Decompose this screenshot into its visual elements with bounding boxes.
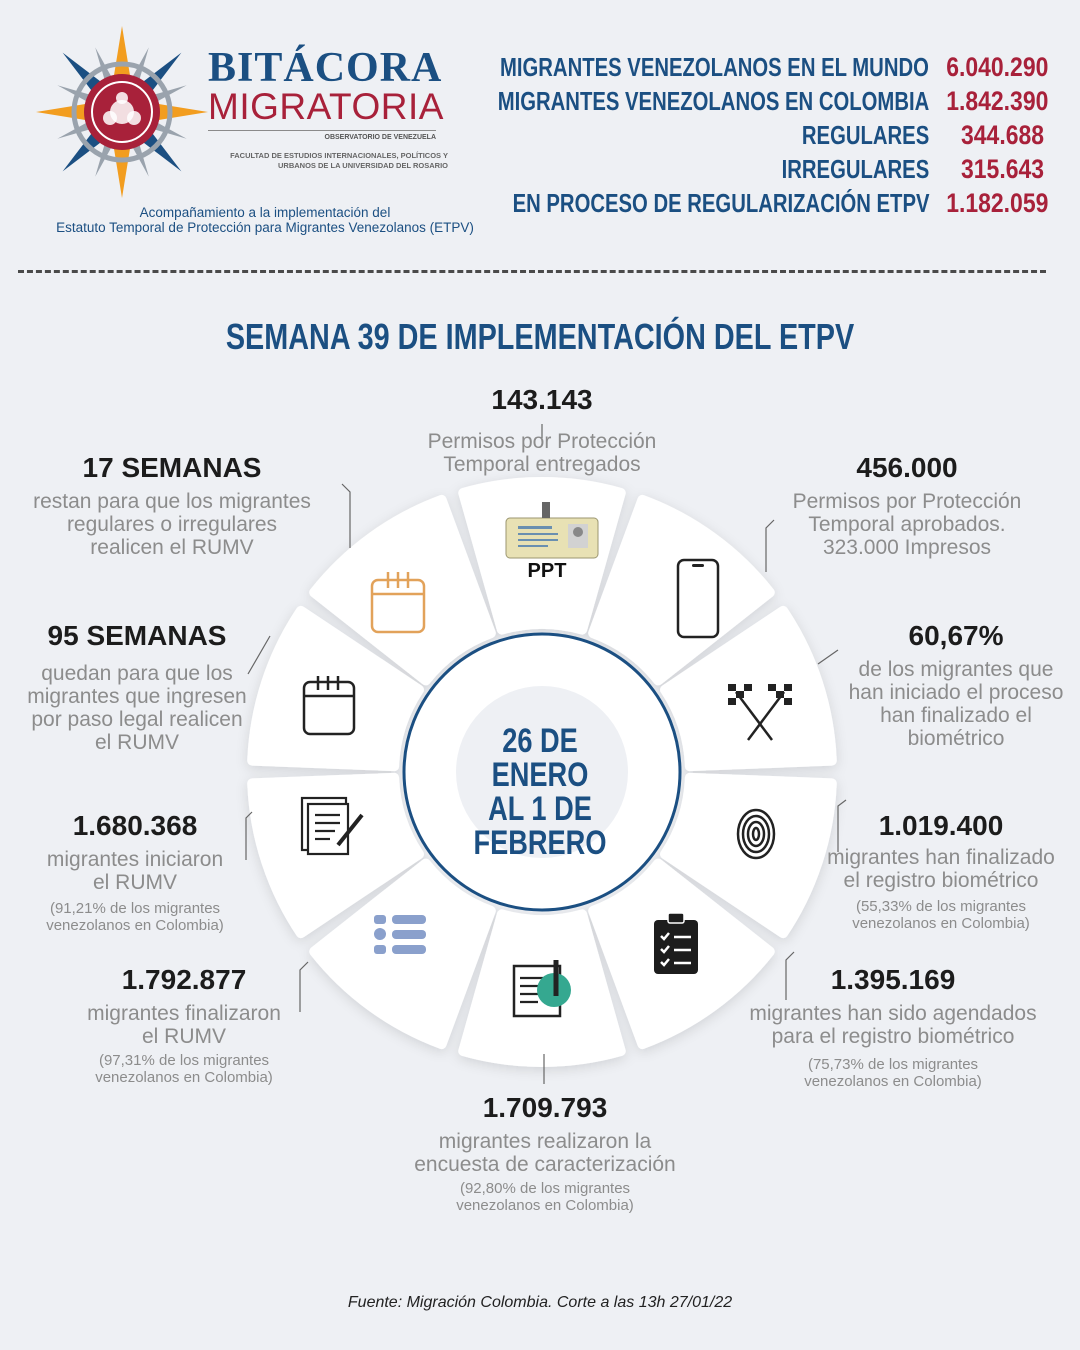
callout-sub: venezolanos en Colombia) [95,1069,273,1086]
callout-sub: (55,33% de los migrantes [855,898,1027,915]
stat-value: 6.040.290 [946,51,1049,82]
callout-right-upper [826,620,1080,750]
brand-subtitle: MIGRATORIA [208,86,444,127]
callout-desc: el RUMV [92,871,177,894]
callout-desc: migrantes han sido agendados [749,1002,1037,1025]
callout-desc: de los migrantes que [858,658,1054,681]
facultad-label: FACULTAD DE ESTUDIOS INTERNACIONALES, POLÍTICOS Y URBANOS DE LA UNIVERSIDAD DEL ROSARIO [230,151,448,170]
callout-desc: por paso legal realicen [31,708,243,731]
callout-desc: restan para que los migrantes [33,490,311,513]
center-line3: FEBRERO [473,824,607,862]
stat-label: IRREGULARES [781,153,929,184]
calendar-icon [372,572,424,632]
callout-desc: Permisos por Protección [427,430,657,453]
callout-desc: biométrico [907,727,1005,750]
callout-right [806,810,1076,932]
callout-left [22,810,248,934]
callout-number: 1.395.169 [830,964,956,995]
callout-number: 17 SEMANAS [82,452,262,483]
callout-desc: Temporal entregados [443,453,641,476]
acompanamiento-line1: Acompañamiento a la implementación del [139,205,391,220]
callout-desc: migrantes iniciaron [46,848,224,871]
stat-value: 1.182.059 [946,187,1049,218]
callout-desc: migrantes realizaron la [438,1130,652,1153]
callout-desc: para el registro biométrico [771,1025,1015,1048]
callout-desc: migrantes que ingresen [27,685,247,708]
center-line2: AL 1 DE [488,790,592,828]
stat-value: 315.643 [961,153,1044,184]
calendar-icon [304,676,354,734]
callout-number: 456.000 [856,452,958,483]
callout-desc: han finalizado el [880,704,1032,727]
callout-number: 1.019.400 [878,810,1004,841]
callout-sub: venezolanos en Colombia) [804,1073,982,1090]
callout-sub: (91,21% de los migrantes [49,900,221,917]
callout-desc: encuesta de caracterización [414,1153,676,1176]
callout-sub: (92,80% de los migrantes [459,1180,631,1197]
stat-value: 344.688 [961,119,1044,150]
leader-line [342,484,350,548]
callout-desc: quedan para que los [41,662,233,685]
stat-label: EN PROCESO DE REGULARIZACIÓN ETPV [512,187,929,218]
callout-bottom-right [720,964,1066,1090]
callout-desc: migrantes han finalizado [827,846,1055,869]
observatorio-label: OBSERVATORIO DE VENEZUELA [324,134,436,141]
callout-desc: 323.000 Impresos [822,536,992,559]
callout-sub: (97,31% de los migrantes [98,1052,270,1069]
callout-sub: venezolanos en Colombia) [852,915,1030,932]
center-date [460,724,620,860]
callout-top-left [2,452,342,559]
callout-bottom [380,1092,710,1214]
callout-number: 143.143 [491,384,593,415]
stat-label: MIGRANTES VENEZOLANOS EN COLOMBIA [497,85,929,116]
callout-number: 60,67% [908,620,1004,651]
callout-number: 1.680.368 [72,810,198,841]
callout-top-right [776,452,1038,559]
callout-desc: han iniciado el proceso [848,681,1064,704]
brand-title: BITÁCORA [208,45,443,91]
callout-desc: el RUMV [94,731,179,754]
stat-label: REGULARES [801,119,929,150]
callout-desc: Temporal aprobados. [808,513,1006,536]
acompanamiento-line2: Estatuto Temporal de Protección para Migrantes Venezolanos (ETPV) [56,220,474,235]
list-icon [374,915,426,954]
callout-sub: venezolanos en Colombia) [456,1197,634,1214]
callout-number: 1.792.877 [121,964,247,995]
source-footer: Fuente: Migración Colombia. Corte a las 13h 27/01/22 [347,1294,733,1311]
callout-desc: migrantes finalizaron [87,1002,281,1025]
callout-left-upper [2,620,272,754]
callout-bottom-left [56,964,312,1086]
callout-desc: regulares o irregulares [66,513,278,536]
leader-line [766,520,774,572]
callout-desc: el registro biométrico [843,869,1039,892]
callout-number: 95 SEMANAS [47,620,227,651]
callout-sub: (75,73% de los migrantes [807,1056,979,1073]
section-title: SEMANA 39 DE IMPLEMENTACIÓN DEL ETPV [225,316,855,357]
stat-label: MIGRANTES VENEZOLANOS EN EL MUNDO [500,51,929,82]
callout-sub: venezolanos en Colombia) [46,917,224,934]
center-line1: 26 DE ENERO [491,722,589,794]
smartphone-icon [678,560,718,637]
callout-desc: Permisos por Protección [792,490,1022,513]
clipboard-checklist-icon [654,913,698,974]
callout-top [392,384,692,476]
ppt-label: PPT [527,560,567,582]
callout-desc: realicen el RUMV [90,536,254,559]
callout-number: 1.709.793 [482,1092,608,1123]
stat-value: 1.842.390 [946,85,1049,116]
callout-desc: el RUMV [141,1025,226,1048]
